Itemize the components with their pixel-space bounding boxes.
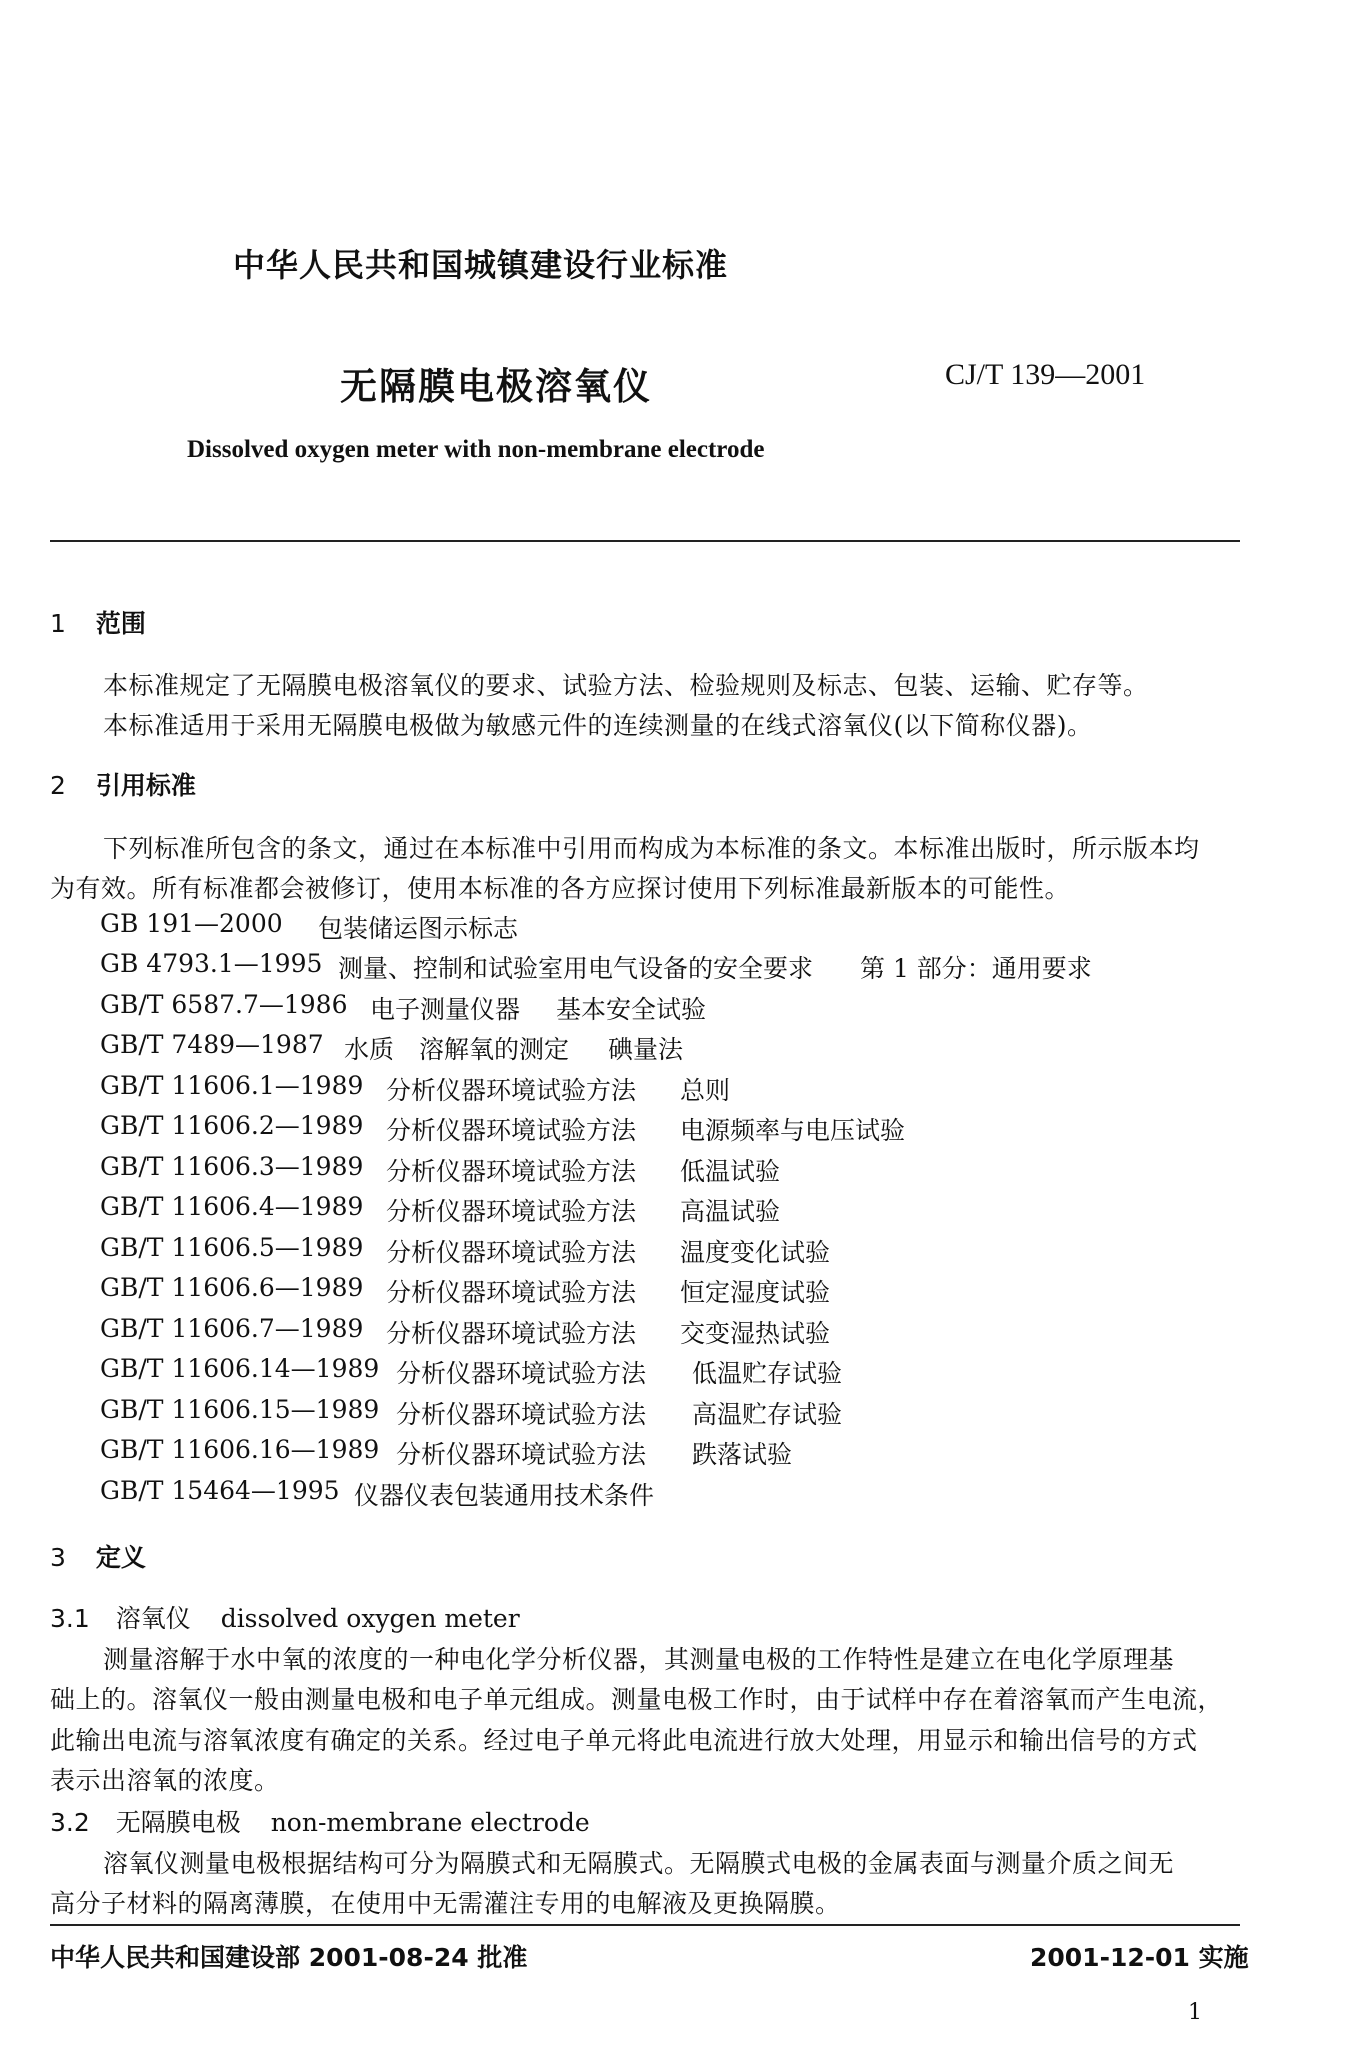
reference-code: GB/T 11606.5—1989 <box>100 1233 364 1262</box>
reference-code: GB/T 7489—1987 <box>100 1030 324 1059</box>
reference-subtitle: 交变湿热试验 <box>680 1319 831 1348</box>
reference-name: 水质 溶解氧的测定 <box>344 1035 570 1064</box>
reference-subtitle: 高温贮存试验 <box>692 1400 843 1429</box>
footer-divider <box>50 1924 1240 1926</box>
reference-subtitle: 高温试验 <box>680 1197 781 1226</box>
reference-subtitle: 跌落试验 <box>692 1440 793 1469</box>
reference-name: 分析仪器环境试验方法 <box>386 1197 637 1226</box>
section-3-heading <box>50 1538 146 1574</box>
paragraph-line: 表示出溶氧的浓度。 <box>50 1766 280 1795</box>
section-title: 范围 <box>95 609 146 638</box>
reference-name: 分析仪器环境试验方法 <box>396 1440 647 1469</box>
reference-name: 分析仪器环境试验方法 <box>386 1157 637 1186</box>
reference-name: 电子测量仪器 <box>370 995 521 1024</box>
reference-subtitle: 总则 <box>680 1076 731 1105</box>
definition-number: 3.2 <box>50 1808 90 1837</box>
reference-code: GB/T 6587.7—1986 <box>100 990 348 1019</box>
reference-name: 包装储运图示标志 <box>318 914 519 943</box>
section-title: 定义 <box>95 1543 146 1572</box>
header-divider <box>50 540 1240 542</box>
reference-name: 仪器仪表包装通用技术条件 <box>354 1481 655 1510</box>
reference-subtitle: 基本安全试验 <box>556 995 707 1024</box>
paragraph-line: 溶氧仪测量电极根据结构可分为隔膜式和无隔膜式。无隔膜式电极的金属表面与测量介质之间无 <box>103 1849 1175 1878</box>
reference-code: GB/T 15464—1995 <box>100 1476 340 1505</box>
reference-code: GB/T 11606.3—1989 <box>100 1152 364 1181</box>
reference-subtitle: 电源频率与电压试验 <box>680 1116 906 1145</box>
reference-subtitle: 温度变化试验 <box>680 1238 831 1267</box>
paragraph-line: 为有效。所有标准都会被修订，使用本标准的各方应探讨使用下列标准最新版本的可能性。 <box>50 874 1071 903</box>
section-number: 2 <box>50 771 66 800</box>
reference-name: 测量、控制和试验室用电气设备的安全要求 <box>338 954 814 983</box>
definition-3-1-heading <box>50 1599 520 1635</box>
definition-3-2-heading <box>50 1803 590 1839</box>
reference-subtitle: 碘量法 <box>608 1035 684 1064</box>
reference-code: GB/T 11606.4—1989 <box>100 1192 364 1221</box>
document-title-cn: 无隔膜电极溶氧仪 <box>340 365 652 408</box>
section-2-heading <box>50 766 196 802</box>
reference-name: 分析仪器环境试验方法 <box>386 1319 637 1348</box>
reference-code: GB 4793.1—1995 <box>100 949 323 978</box>
paragraph-line: 础上的。溶氧仪一般由测量电极和电子单元组成。测量电极工作时，由于试样中存在着溶氧而产生电流， <box>50 1685 1224 1714</box>
section-title: 引用标准 <box>95 771 196 800</box>
definition-term-en: dissolved oxygen meter <box>220 1604 520 1633</box>
reference-subtitle: 低温试验 <box>680 1157 781 1186</box>
standard-code: CJ/T 139—2001 <box>945 358 1146 391</box>
reference-name: 分析仪器环境试验方法 <box>386 1116 637 1145</box>
reference-subtitle: 第 1 部分：通用要求 <box>860 954 1092 983</box>
reference-code: GB/T 11606.2—1989 <box>100 1111 364 1140</box>
reference-code: GB/T 11606.7—1989 <box>100 1314 364 1343</box>
section-number: 1 <box>50 609 66 638</box>
definition-number: 3.1 <box>50 1604 90 1633</box>
paragraph-line: 高分子材料的隔离薄膜，在使用中无需灌注专用的电解液及更换隔膜。 <box>50 1889 841 1918</box>
paragraph-line: 本标准适用于采用无隔膜电极做为敏感元件的连续测量的在线式溶氧仪(以下简称仪器)。 <box>103 711 1093 740</box>
paragraph-line: 此输出电流与溶氧浓度有确定的关系。经过电子单元将此电流进行放大处理，用显示和输出信号的方式 <box>50 1726 1198 1755</box>
reference-code: GB/T 11606.6—1989 <box>100 1273 364 1302</box>
paragraph-line: 下列标准所包含的条文，通过在本标准中引用而构成为本标准的条文。本标准出版时，所示版本均 <box>103 834 1200 863</box>
paragraph-line: 本标准规定了无隔膜电极溶氧仪的要求、试验方法、检验规则及标志、包装、运输、贮存等。 <box>103 671 1149 700</box>
reference-name: 分析仪器环境试验方法 <box>386 1278 637 1307</box>
approval-date: 中华人民共和国建设部 2001-08-24 批准 <box>50 1943 528 1972</box>
section-number: 3 <box>50 1543 66 1572</box>
definition-term-en: non-membrane electrode <box>270 1808 590 1837</box>
section-1-heading <box>50 604 146 640</box>
standard-category: 中华人民共和国城镇建设行业标准 <box>233 246 729 284</box>
definition-term-cn: 溶氧仪 <box>115 1604 191 1633</box>
reference-code: GB/T 11606.15—1989 <box>100 1395 380 1424</box>
reference-subtitle: 恒定湿度试验 <box>680 1278 831 1307</box>
reference-name: 分析仪器环境试验方法 <box>386 1076 637 1105</box>
reference-subtitle: 低温贮存试验 <box>692 1359 843 1388</box>
reference-name: 分析仪器环境试验方法 <box>386 1238 637 1267</box>
implementation-date: 2001-12-01 实施 <box>1030 1943 1249 1972</box>
definition-term-cn: 无隔膜电极 <box>115 1808 241 1837</box>
document-title-en: Dissolved oxygen meter with non-membrane electrode <box>187 436 765 463</box>
page-number: 1 <box>1188 2000 1202 2025</box>
reference-code: GB/T 11606.14—1989 <box>100 1354 380 1383</box>
reference-code: GB/T 11606.16—1989 <box>100 1435 380 1464</box>
reference-name: 分析仪器环境试验方法 <box>396 1400 647 1429</box>
reference-code: GB 191—2000 <box>100 909 283 938</box>
reference-name: 分析仪器环境试验方法 <box>396 1359 647 1388</box>
paragraph-line: 测量溶解于水中氧的浓度的一种电化学分析仪器，其测量电极的工作特性是建立在电化学原理基 <box>103 1645 1175 1674</box>
reference-code: GB/T 11606.1—1989 <box>100 1071 364 1100</box>
